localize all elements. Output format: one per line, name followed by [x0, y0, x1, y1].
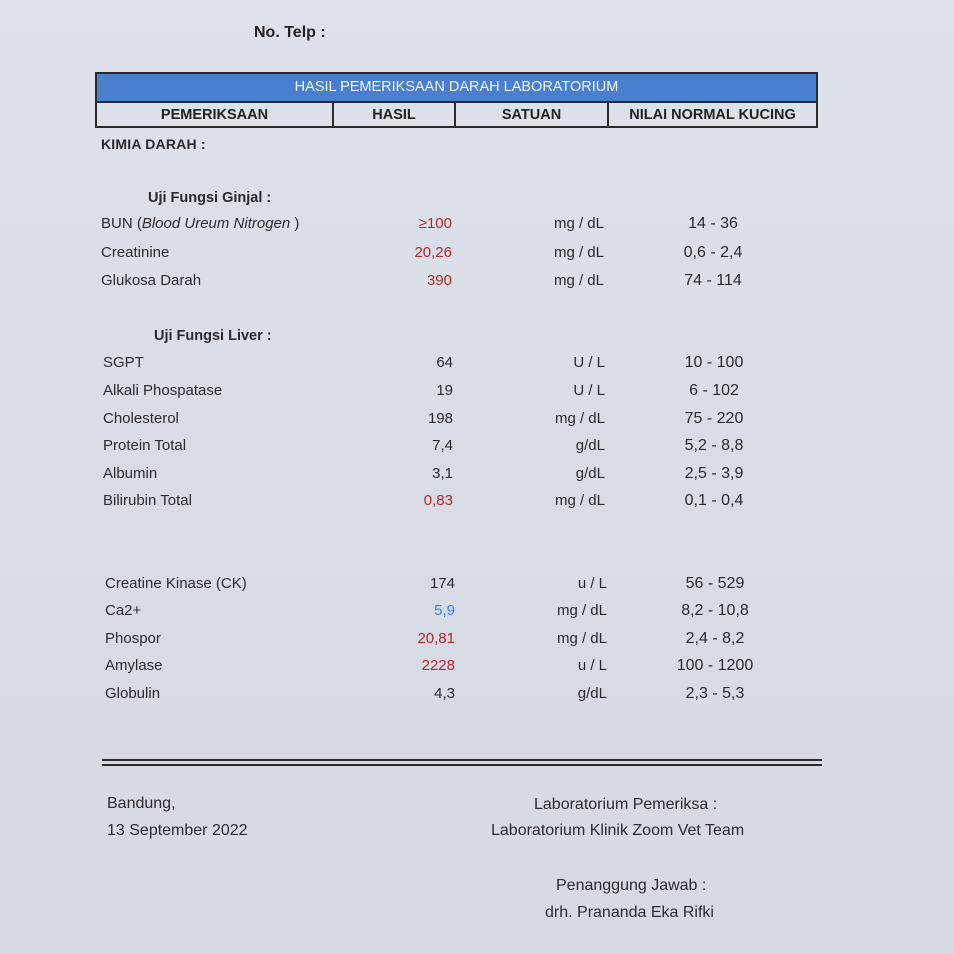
row-normal-range: 74 - 114 — [684, 272, 742, 289]
row-unit: mg / dL — [556, 630, 607, 647]
row-name: Protein Total — [103, 437, 187, 454]
row-normal-range: 6 - 102 — [689, 382, 739, 399]
telp-label: No. Telp : — [254, 24, 326, 41]
section-liver-title: Uji Fungsi Liver : — [154, 328, 272, 344]
row-result-value: 4,3 — [434, 685, 455, 702]
row-result-value: 20,26 — [414, 244, 452, 261]
row-name: Creatinine — [101, 244, 170, 261]
row-result-value: 19 — [436, 382, 453, 399]
row-unit: g/dL — [575, 437, 605, 454]
row-name: Glukosa Darah — [101, 272, 202, 289]
footer-date: 13 September 2022 — [107, 822, 248, 839]
row-normal-range: 8,2 - 10,8 — [681, 602, 749, 619]
column-pemeriksaan: PEMERIKSAAN — [97, 103, 334, 128]
row-result-value: 3,1 — [432, 465, 453, 482]
row-unit: mg / dL — [556, 602, 607, 619]
row-normal-range: 0,6 - 2,4 — [683, 244, 743, 261]
row-result-value: 7,4 — [432, 437, 453, 454]
row-name: Amylase — [105, 657, 163, 674]
row-normal-range: 2,3 - 5,3 — [685, 685, 745, 702]
row-normal-range: 14 - 36 — [688, 215, 738, 232]
row-unit: U / L — [573, 354, 605, 371]
row-normal-range: 5,2 - 8,8 — [684, 437, 744, 454]
row-unit: g/dL — [575, 465, 605, 482]
row-result-value: 0,83 — [423, 492, 453, 509]
row-unit: u / L — [577, 575, 607, 592]
footer-lab-name: Laboratorium Klinik Zoom Vet Team — [491, 822, 745, 839]
row-unit: mg / dL — [553, 215, 604, 232]
section-ginjal-title: Uji Fungsi Ginjal : — [148, 190, 272, 206]
row-unit: mg / dL — [554, 410, 605, 427]
row-result-value: ≥100 — [418, 215, 452, 232]
row-name: Globulin — [105, 685, 161, 702]
row-unit: U / L — [573, 382, 605, 399]
row-name-part: BUN ( — [101, 215, 142, 232]
divider-line-top — [102, 759, 822, 761]
row-unit: mg / dL — [553, 244, 604, 261]
column-nilai-normal: NILAI NORMAL KUCING — [629, 107, 796, 123]
row-name: Bilirubin Total — [103, 492, 192, 509]
row-result-value: 174 — [429, 575, 455, 592]
row-unit: mg / dL — [553, 272, 604, 289]
row-name: Creatine Kinase (CK) — [105, 575, 247, 592]
row-name: Ca2+ — [105, 602, 142, 619]
row-result-value: 2228 — [421, 657, 455, 674]
row-name: SGPT — [103, 354, 144, 371]
row-normal-range: 10 - 100 — [684, 354, 744, 371]
row-unit: mg / dL — [554, 492, 605, 509]
divider-line-bottom — [102, 764, 822, 766]
kimia-darah-label: KIMIA DARAH : — [101, 136, 206, 152]
row-result-value: 198 — [427, 410, 453, 427]
row-normal-range: 2,4 - 8,2 — [685, 630, 745, 647]
row-normal-range: 100 - 1200 — [676, 657, 754, 674]
table-title: HASIL PEMERIKSAAN DARAH LABORATORIUM — [97, 74, 816, 103]
row-name: Albumin — [103, 465, 158, 482]
column-hasil: HASIL — [334, 103, 456, 128]
row-unit: u / L — [577, 657, 607, 674]
footer-pj-name: drh. Prananda Eka Rifki — [545, 904, 714, 921]
row-result-value: 20,81 — [417, 630, 455, 647]
row-result-value: 390 — [426, 272, 452, 289]
row-name: Cholesterol — [103, 410, 179, 427]
row-normal-range: 0,1 - 0,4 — [684, 492, 744, 509]
results-table-header — [95, 72, 818, 128]
footer-city: Bandung, — [107, 795, 176, 812]
row-normal-range: 2,5 - 3,9 — [684, 465, 744, 482]
row-name — [101, 215, 299, 232]
row-name: Alkali Phospatase — [103, 382, 223, 399]
row-unit: g/dL — [577, 685, 607, 702]
row-result-value: 64 — [436, 354, 453, 371]
row-name: Phospor — [105, 630, 161, 647]
row-name-italic: Blood Ureum Nitrogen — [141, 215, 291, 232]
row-normal-range: 56 - 529 — [685, 575, 745, 592]
row-normal-range: 75 - 220 — [684, 410, 744, 427]
column-satuan: SATUAN — [456, 103, 609, 128]
row-result-value: 5,9 — [434, 602, 455, 619]
footer-pj-label: Penanggung Jawab : — [556, 877, 707, 894]
footer-lab-label: Laboratorium Pemeriksa : — [534, 796, 718, 813]
row-name-part: ) — [290, 215, 300, 232]
